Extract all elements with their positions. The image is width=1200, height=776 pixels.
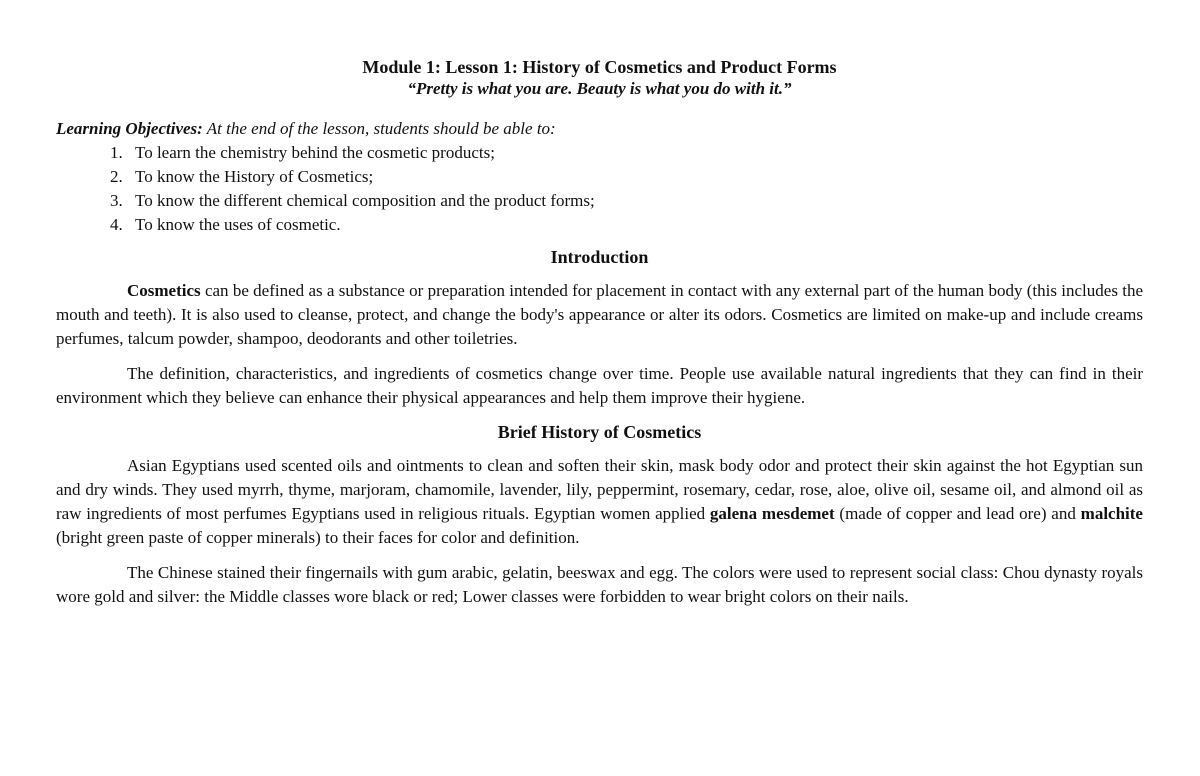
term-cosmetics: Cosmetics	[127, 281, 201, 300]
objectives-lead: Learning Objectives:	[56, 119, 203, 138]
objective-item: 1. To learn the chemistry behind the cosmetic products;	[127, 141, 1143, 165]
paragraph-text: (made of copper and lead ore) and	[834, 504, 1081, 523]
objective-item: 3. To know the different chemical composition and the product forms;	[127, 189, 1143, 213]
history-paragraph-2: The Chinese stained their fingernails with gum arabic, gelatin, beeswax and egg. The colors were used to represent social class: Chou dynasty royals wore gold and silver: the Middle classes wore black or red; Lower classes were forbidden to wear bright colors on their nails.	[56, 563, 1143, 606]
learning-objectives	[56, 117, 1143, 141]
document-title: Module 1: Lesson 1: History of Cosmetics and Product Forms	[362, 57, 837, 77]
objective-item: 4. To know the uses of cosmetic.	[127, 213, 1143, 237]
history-paragraph-1	[56, 454, 1143, 550]
term-malchite: malchite	[1080, 504, 1143, 523]
objectives-list	[56, 141, 1143, 237]
document-quote: “Pretty is what you are. Beauty is what you do with it.”	[407, 79, 792, 98]
objectives-intro: At the end of the lesson, students should be able to:	[202, 119, 556, 138]
term-galena-mesdemet: galena mesdemet	[709, 504, 835, 523]
document-page	[56, 56, 1143, 620]
history-heading: Brief History of Cosmetics	[497, 422, 702, 442]
introduction-paragraph-2: The definition, characteristics, and ingredients of cosmetics change over time. People use available natural ingredients that they can find in their environment which they believe can enhance their physical appearances and help them improve their hygiene.	[56, 364, 1143, 407]
introduction-paragraph-1	[56, 279, 1143, 351]
introduction-heading: Introduction	[550, 247, 649, 267]
paragraph-text: Asian Egyptians used scented oils and ointments to clean and soften their skin, mask body odor and protect their skin against the hot Egyptian sun and dry winds. They used myrrh, thyme, marjoram, chamomile, lavender, lily, peppermint, rosemary, cedar, rose, aloe, olive oil, sesame oil, and almond oil as raw ingredients of most perfumes Egyptians used in religious rituals. Egyptian women applied	[56, 456, 1143, 523]
paragraph-text: can be defined as a substance or preparation intended for placement in contact with any external part of the human body (this includes the mouth and teeth). It is also used to cleanse, protect, and change the body's appearance or alter its odors. Cosmetics are limited on make-up and include creams perfumes, talcum powder, shampoo, deodorants and other toiletries.	[56, 281, 1143, 348]
objective-item: 2. To know the History of Cosmetics;	[127, 165, 1143, 189]
paragraph-text: (bright green paste of copper minerals) to their faces for color and definition.	[56, 528, 580, 547]
